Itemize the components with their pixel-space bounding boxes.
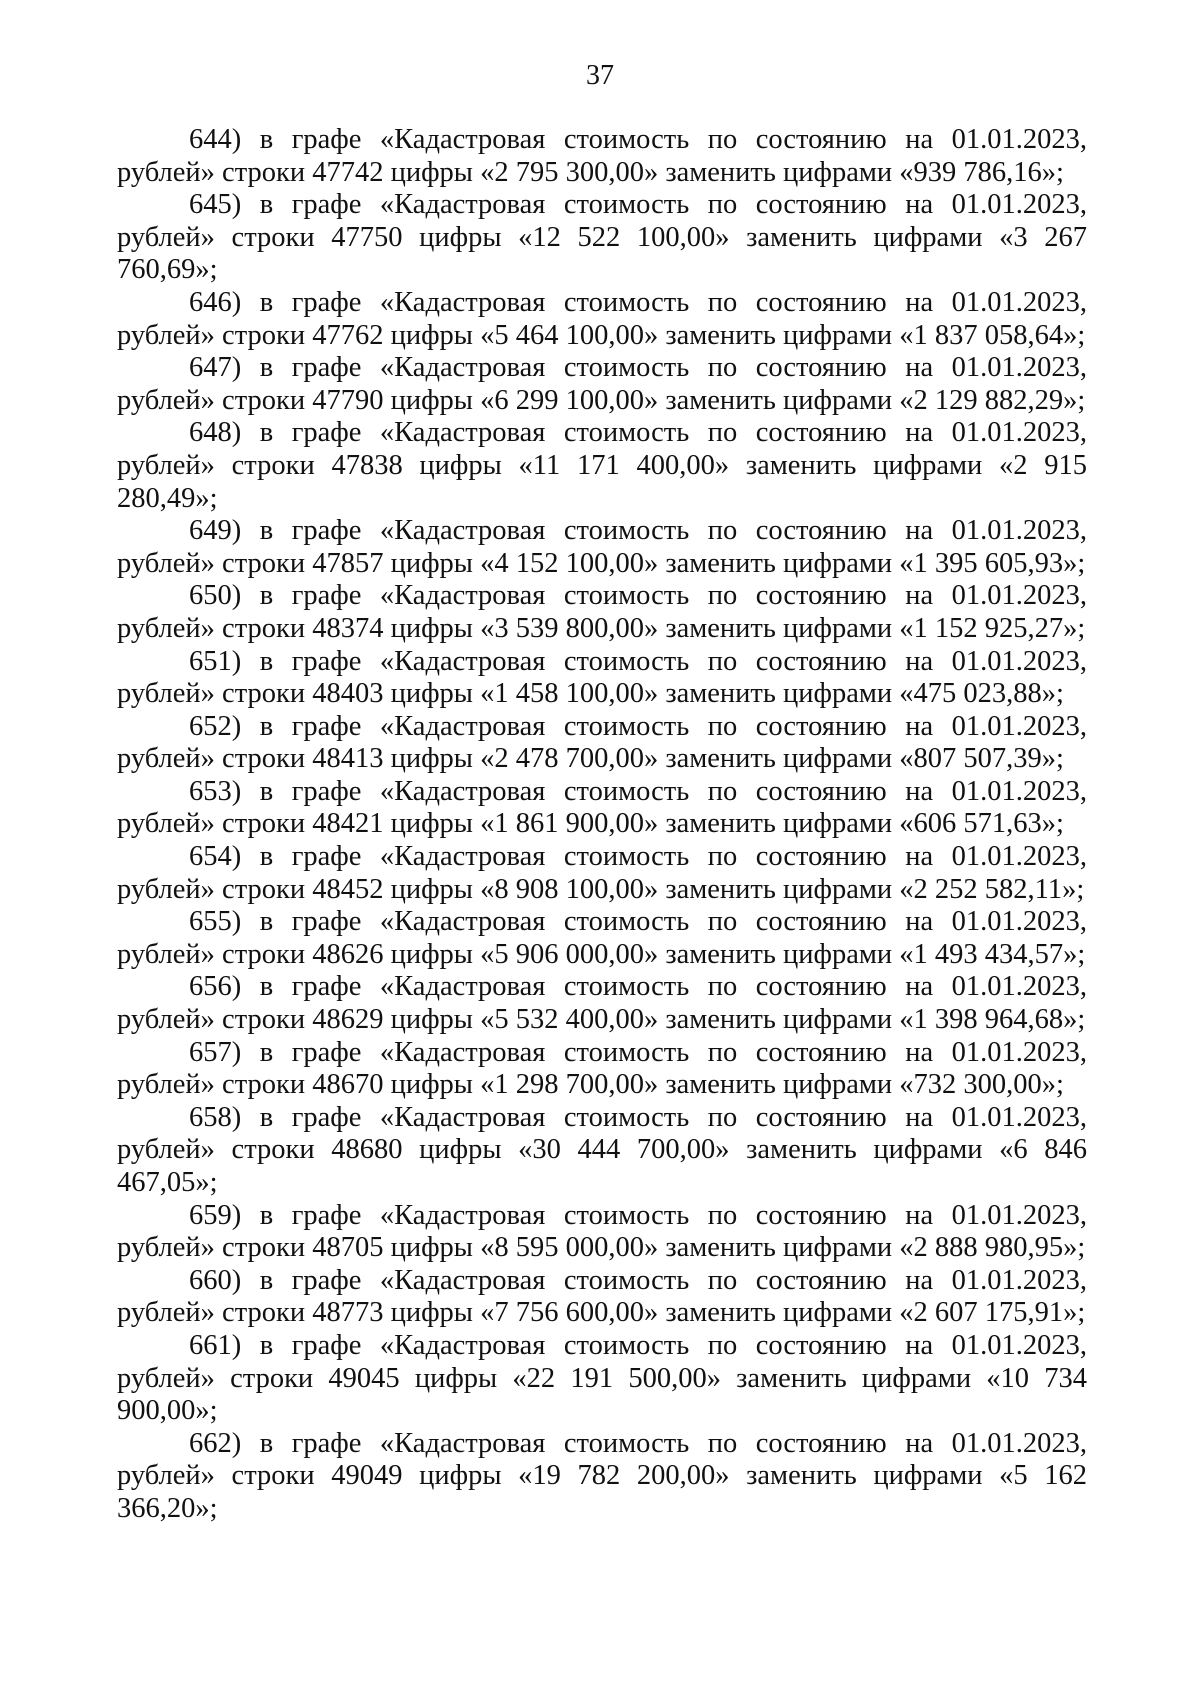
list-item: 647) в графе «Кадастровая стоимость по состоянию на 01.01.2023, рублей» строки 47790 цифры «6 299 100,00» заменить цифрами «2 129 882,29»; <box>117 352 1087 416</box>
list-item: 654) в графе «Кадастровая стоимость по состоянию на 01.01.2023, рублей» строки 48452 цифры «8 908 100,00» заменить цифрами «2 252 582,11»; <box>117 841 1087 905</box>
list-item: 655) в графе «Кадастровая стоимость по состоянию на 01.01.2023, рублей» строки 48626 цифры «5 906 000,00» заменить цифрами «1 493 434,57»; <box>117 906 1087 970</box>
list-item: 657) в графе «Кадастровая стоимость по состоянию на 01.01.2023, рублей» строки 48670 цифры «1 298 700,00» заменить цифрами «732 300,00»; <box>117 1036 1087 1101</box>
list-item: 650) в графе «Кадастровая стоимость по состоянию на 01.01.2023, рублей» строки 48374 цифры «3 539 800,00» заменить цифрами «1 152 925,27»; <box>117 580 1087 644</box>
list-item: 653) в графе «Кадастровая стоимость по состоянию на 01.01.2023, рублей» строки 48421 цифры «1 861 900,00» заменить цифрами «606 571,63»; <box>117 775 1087 840</box>
list-item: 651) в графе «Кадастровая стоимость по состоянию на 01.01.2023, рублей» строки 48403 цифры «1 458 100,00» заменить цифрами «475 023,88»; <box>117 645 1087 710</box>
list-item: 646) в графе «Кадастровая стоимость по состоянию на 01.01.2023, рублей» строки 47762 цифры «5 464 100,00» заменить цифрами «1 837 058,64»; <box>117 286 1087 351</box>
list-item: 656) в графе «Кадастровая стоимость по состоянию на 01.01.2023, рублей» строки 48629 цифры «5 532 400,00» заменить цифрами «1 398 964,68»; <box>117 971 1087 1036</box>
list-item: 661) в графе «Кадастровая стоимость по состоянию на 01.01.2023, рублей» строки 49045 цифры «22 191 500,00» заменить цифрами «10 734 900,00»; <box>117 1329 1087 1427</box>
list-item: 660) в графе «Кадастровая стоимость по состоянию на 01.01.2023, рублей» строки 48773 цифры «7 756 600,00» заменить цифрами «2 607 175,91»; <box>117 1264 1087 1329</box>
list-item: 652) в графе «Кадастровая стоимость по состоянию на 01.01.2023, рублей» строки 48413 цифры «2 478 700,00» заменить цифрами «807 507,39»; <box>117 710 1087 775</box>
document-body <box>117 124 1087 1526</box>
list-item: 649) в графе «Кадастровая стоимость по состоянию на 01.01.2023, рублей» строки 47857 цифры «4 152 100,00» заменить цифрами «1 395 605,93»; <box>117 515 1087 579</box>
list-item: 648) в графе «Кадастровая стоимость по состоянию на 01.01.2023, рублей» строки 47838 цифры «11 171 400,00» заменить цифрами «2 915 280,49»; <box>117 417 1087 514</box>
page-number: 37 <box>586 60 614 91</box>
list-item: 662) в графе «Кадастровая стоимость по состоянию на 01.01.2023, рублей» строки 49049 цифры «19 782 200,00» заменить цифрами «5 162 366,20»; <box>117 1427 1087 1524</box>
list-item: 659) в графе «Кадастровая стоимость по состоянию на 01.01.2023, рублей» строки 48705 цифры «8 595 000,00» заменить цифрами «2 888 980,95»; <box>117 1199 1087 1264</box>
list-item: 658) в графе «Кадастровая стоимость по состоянию на 01.01.2023, рублей» строки 48680 цифры «30 444 700,00» заменить цифрами «6 846 467,05»; <box>117 1101 1087 1198</box>
list-item: 645) в графе «Кадастровая стоимость по состоянию на 01.01.2023, рублей» строки 47750 цифры «12 522 100,00» заменить цифрами «3 267 760,69»; <box>117 189 1087 286</box>
list-item: 644) в графе «Кадастровая стоимость по состоянию на 01.01.2023, рублей» строки 47742 цифры «2 795 300,00» заменить цифрами «939 786,16»; <box>117 124 1087 188</box>
